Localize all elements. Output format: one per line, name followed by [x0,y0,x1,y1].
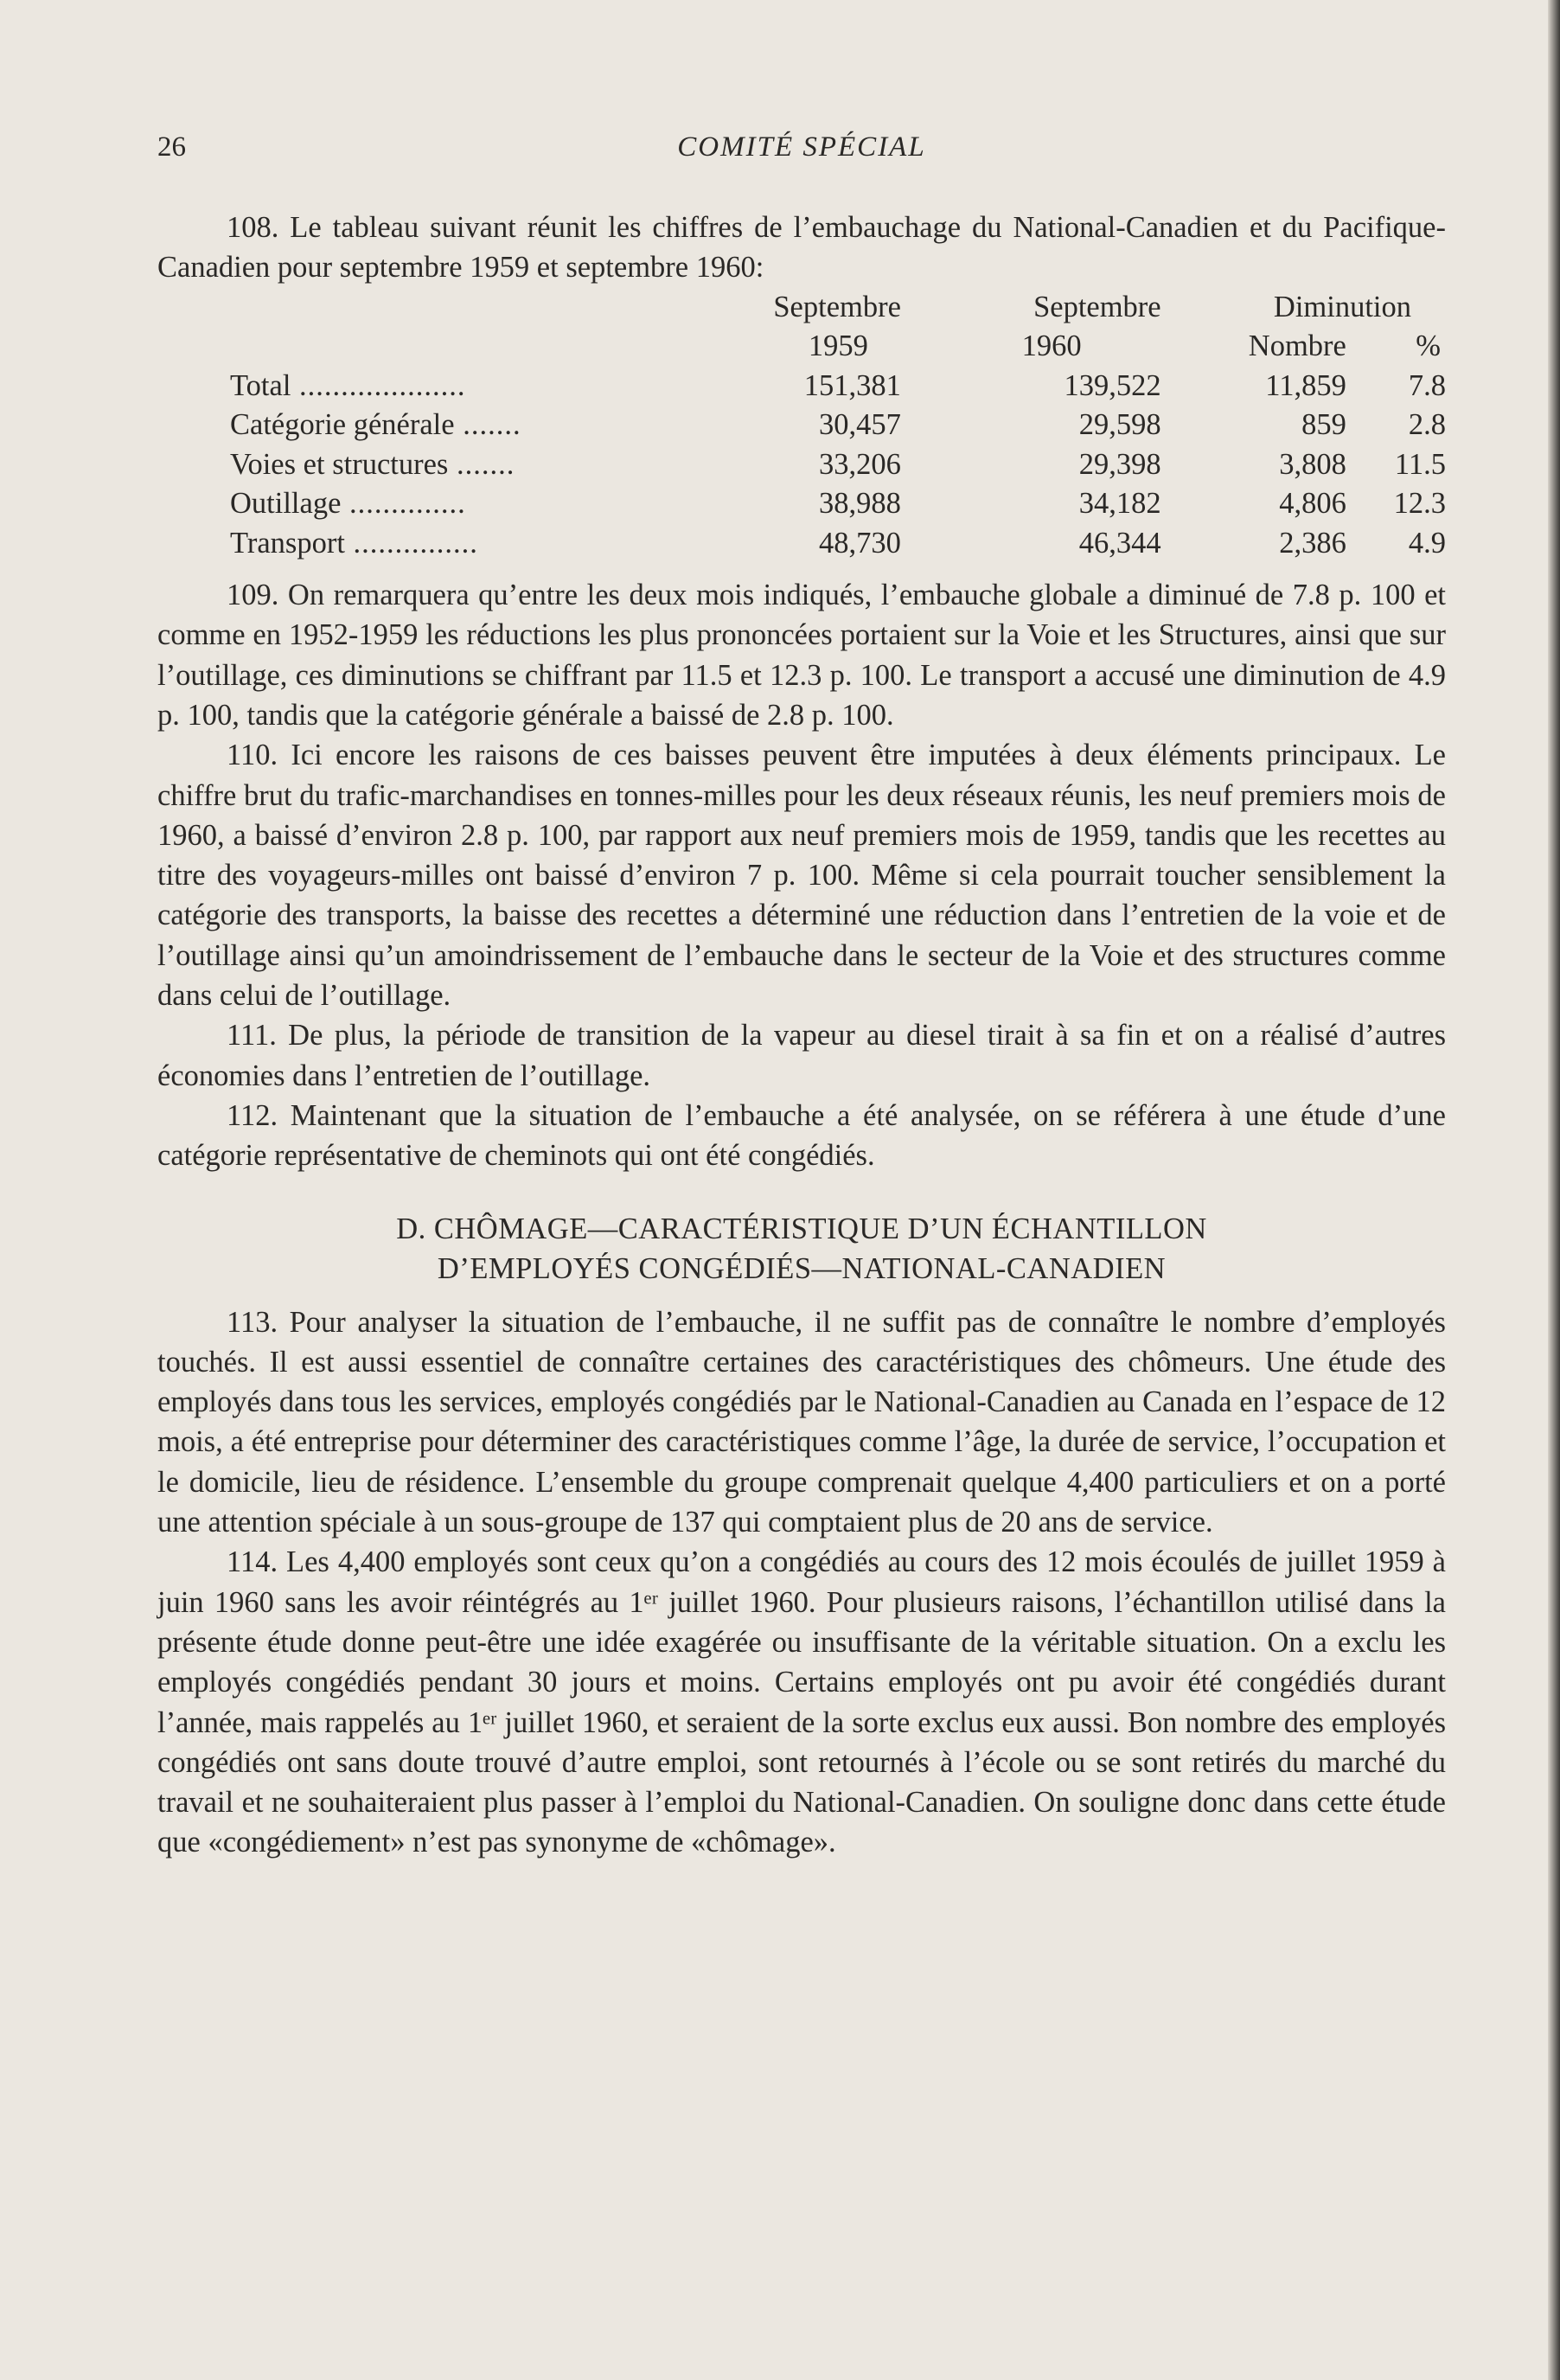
cell-1959: 38,988 [819,487,901,521]
cell-1959: 33,206 [819,447,901,481]
table-row [157,406,1446,445]
cell-1959: 30,457 [819,408,901,442]
dot-leader: ....... [454,408,521,442]
paragraph-110: 110. Ici encore les raisons de ces baisses peuvent être imputées à deux éléments principaux. Le chiffre brut du trafic-marchandises en tonnes-milles pour les deux réseaux réunis, les neuf premiers mois de 1960, a baissé d’environ 2.8 p. 100, par rapport aux neuf premiers mois de 1959, tandis que les recettes au titre des voyageurs-milles ont baissé d’environ 7 p. 100. Même si cela pourrait toucher sensiblement la catégorie des transports, la baisse des recettes a déterminé une réduction dans l’entretien de la voie et de l’outillage ainsi qu’un amoindrissement de l’embauche dans le secteur de la Voie et des structures comme dans celui de l’outillage. [157,739,1446,1013]
paragraph-112: 112. Maintenant que la situation de l’embauche a été analysée, on se référera à une étude d’une catégorie représentative de cheminots qui ont été congédiés. [157,1098,1446,1173]
paragraph-108: 108. Le tableau suivant réunit les chiffres de l’embauchage du National-Canadien et du Pacifique-Canadien pour septembre 1959 et septembre 1960: [157,211,1446,285]
page-edge-shadow [1548,0,1560,2380]
table-row [157,484,1446,524]
row-label: Outillage [230,487,342,521]
col-header-1959: 1959 [808,329,868,363]
cell-1960: 29,598 [1078,408,1161,442]
page-number: 26 [157,131,186,163]
col-header-sept-1960: Septembre [1033,290,1161,323]
cell-nombre: 2,386 [1279,526,1346,560]
table-row [157,367,1446,406]
page-body [157,208,1446,1863]
table-header-row [157,327,1446,367]
section-heading [157,1209,1446,1289]
cell-percent: 7.8 [1408,368,1446,402]
dot-leader: ............... [344,526,478,560]
dot-leader: .................... [291,368,466,402]
row-label: Total [230,368,291,402]
employment-table [157,288,1446,564]
cell-nombre: 11,859 [1265,368,1346,402]
cell-percent: 4.9 [1408,526,1446,560]
table-header-row [157,288,1446,328]
cell-nombre: 3,808 [1279,447,1346,481]
running-title: COMITÉ SPÉCIAL [677,131,926,163]
row-label: Transport [230,526,345,560]
dot-leader: .............. [341,487,466,521]
cell-nombre: 859 [1301,408,1346,442]
cell-percent: 11.5 [1394,447,1446,481]
cell-1959: 151,381 [803,368,901,402]
section-heading-line-2: D’EMPLOYÉS CONGÉDIÉS—NATIONAL-CANADIEN [437,1251,1167,1285]
paragraph-113: 113. Pour analyser la situation de l’embauche, il ne suffit pas de connaître le nombre d’employés touchés. Il est aussi essentiel de connaître certaines des caractéristiques des chômeurs. Une étude des employés dans tous les services, employés congédiés par le National-Canadien au Canada en l’espace de 12 mois, a été entreprise pour déterminer des caractéristiques comme l’âge, la durée de service, l’occupation et le domicile, lieu de résidence. L’ensemble du groupe comprenait quelque 4,400 particuliers et on a porté une attention spéciale à un sous-groupe de 137 qui comptaient plus de 20 ans de service. [157,1305,1446,1539]
col-header-sept-1959: Septembre [773,290,901,323]
paragraph-114: 114. Les 4,400 employés sont ceux qu’on a congédiés au cours des 12 mois écoulés de juillet 1959 à juin 1960 sans les avoir réintégrés au 1ᵉʳ juillet 1960. Pour plusieurs raisons, l’échantillon utilisé dans la présente étude donne peut-être une idée exagérée ou insuffisante de la véritable situation. On a exclu les employés congédiés pendant 30 jours et moins. Certains employés ont pu avoir été congédiés durant l’année, mais rappelés au 1ᵉʳ juillet 1960, et seraient de la sorte exclus eux aussi. Bon nombre des employés congédiés ont sans doute trouvé d’autre emploi, sont retournés à l’école ou se sont retirés du marché du travail et ne souhaiteraient plus passer à l’emploi du National-Canadien. On souligne donc dans cette étude que «congédiement» n’est pas synonyme de «chômage». [157,1545,1446,1859]
cell-percent: 12.3 [1393,487,1446,521]
cell-1960: 139,522 [1064,368,1161,402]
cell-1960: 29,398 [1078,447,1161,481]
row-label: Catégorie générale [230,408,455,442]
cell-1960: 46,344 [1078,526,1161,560]
paragraph-109: 109. On remarquera qu’entre les deux mois indiqués, l’embauche globale a diminué de 7.8 p. 100 et comme en 1952-1959 les réductions les plus prononcées portaient sur la Voie et les Structures, ainsi que sur l’outillage, ces diminutions se chiffrant par 11.5 et 12.3 p. 100. Le transport a accusé une diminution de 4.9 p. 100, tandis que la catégorie générale a baissé de 2.8 p. 100. [157,579,1446,732]
section-heading-line-1: D. CHÔMAGE—CARACTÉRISTIQUE D’UN ÉCHANTILLON [396,1212,1207,1245]
table-row [157,445,1446,485]
cell-1959: 48,730 [819,526,901,560]
cell-nombre: 4,806 [1279,487,1346,521]
col-header-percent: % [1416,329,1441,363]
table-row [157,524,1446,564]
col-header-nombre: Nombre [1248,329,1346,363]
row-label: Voies et structures [230,447,449,481]
cell-1960: 34,182 [1078,487,1161,521]
cell-percent: 2.8 [1408,408,1446,442]
dot-leader: ....... [448,447,515,481]
col-header-1960: 1960 [1021,329,1082,363]
page-header [157,131,1446,175]
paragraph-111: 111. De plus, la période de transition de la vapeur au diesel tirait à sa fin et on a réalisé d’autres économies dans l’entretien de l’outillage. [157,1019,1446,1092]
col-header-diminution: Diminution [1273,290,1411,323]
